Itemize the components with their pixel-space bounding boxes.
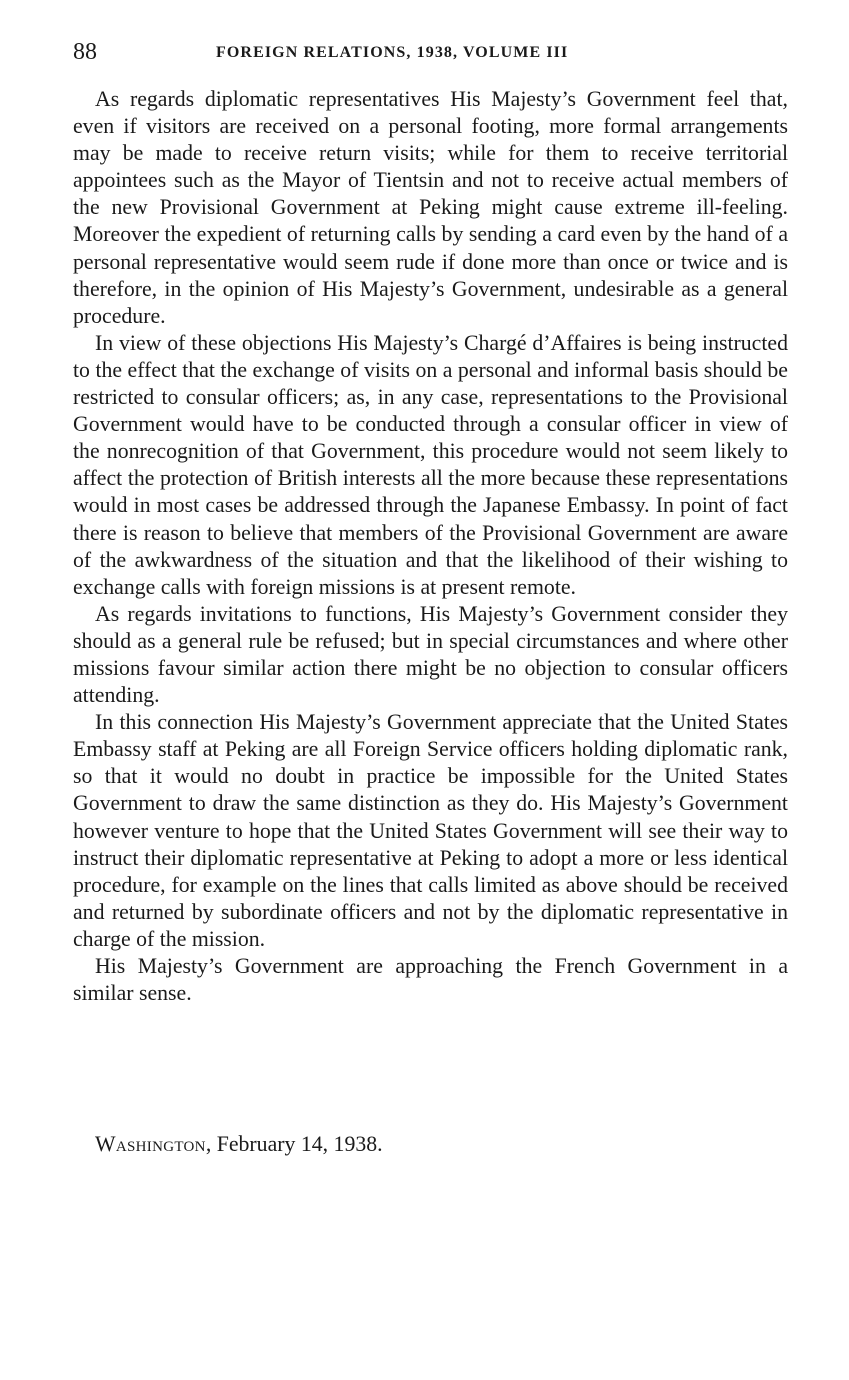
running-head — [73, 38, 788, 68]
paragraph-diplomatic-representatives: As regards diplomatic representatives His Majesty’s Government feel that, even if visitors are received on a personal footing, more formal arrangements may be made to receive return visits; while for them to receive territorial appointees such as the Mayor of Tientsin and not to receive actual members of the new Provisional Government at Peking might cause extreme ill-feeling. Moreover the expedient of returning calls by sending a card even by the hand of a personal representative would seem rude if done more than once or twice and is therefore, in the opinion of His Majesty’s Government, undesirable as a general procedure. — [73, 87, 788, 328]
paragraph-united-states-embassy: In this connection His Majesty’s Government appreciate that the United States Embassy staff at Peking are all Foreign Service officers holding diplomatic rank, so that it would no doubt in practice be impossible for the United States Government to draw the same distinction as they do. His Majesty’s Government however venture to hope that the United States Government will see their way to instruct their diplomatic representative at Peking to adopt a more or less identical procedure, for example on the lines that calls limited as above should be received and returned by subordinate officers and not by the diplomatic representative in charge of the mission. — [73, 710, 788, 951]
body-text — [73, 86, 788, 1007]
dateline-city: Washington — [95, 1132, 206, 1156]
page-number: 88 — [73, 39, 97, 65]
dateline — [95, 1131, 383, 1158]
dateline-date: , February 14, 1938. — [205, 1132, 383, 1156]
paragraph-objections: In view of these objections His Majesty’s Chargé d’Affaires is being instructed to the effect that the exchange of visits on a personal and informal basis should be restricted to consular officers; as, in any case, representations to the Provisional Government would have to be conducted through a consular officer in view of the nonrecognition of that Government, this procedure would not seem likely to affect the protection of British interests all the more because these representations would in most cases be addressed through the Japanese Embassy. In point of fact there is reason to believe that members of the Provisional Government are aware of the awkwardness of the situation and that the likelihood of their wishing to exchange calls with foreign missions is at present remote. — [73, 330, 788, 599]
paragraph-invitations: As regards invitations to functions, His Majesty’s Government consider they should as a general rule be refused; but in special circumstances and where other missions favour similar action there might be no objection to consular officers attending. — [73, 601, 788, 708]
paragraph-french-government: His Majesty’s Government are approaching the French Government in a similar sense. — [73, 954, 788, 1006]
running-title: FOREIGN RELATIONS, 1938, VOLUME III — [216, 44, 569, 61]
